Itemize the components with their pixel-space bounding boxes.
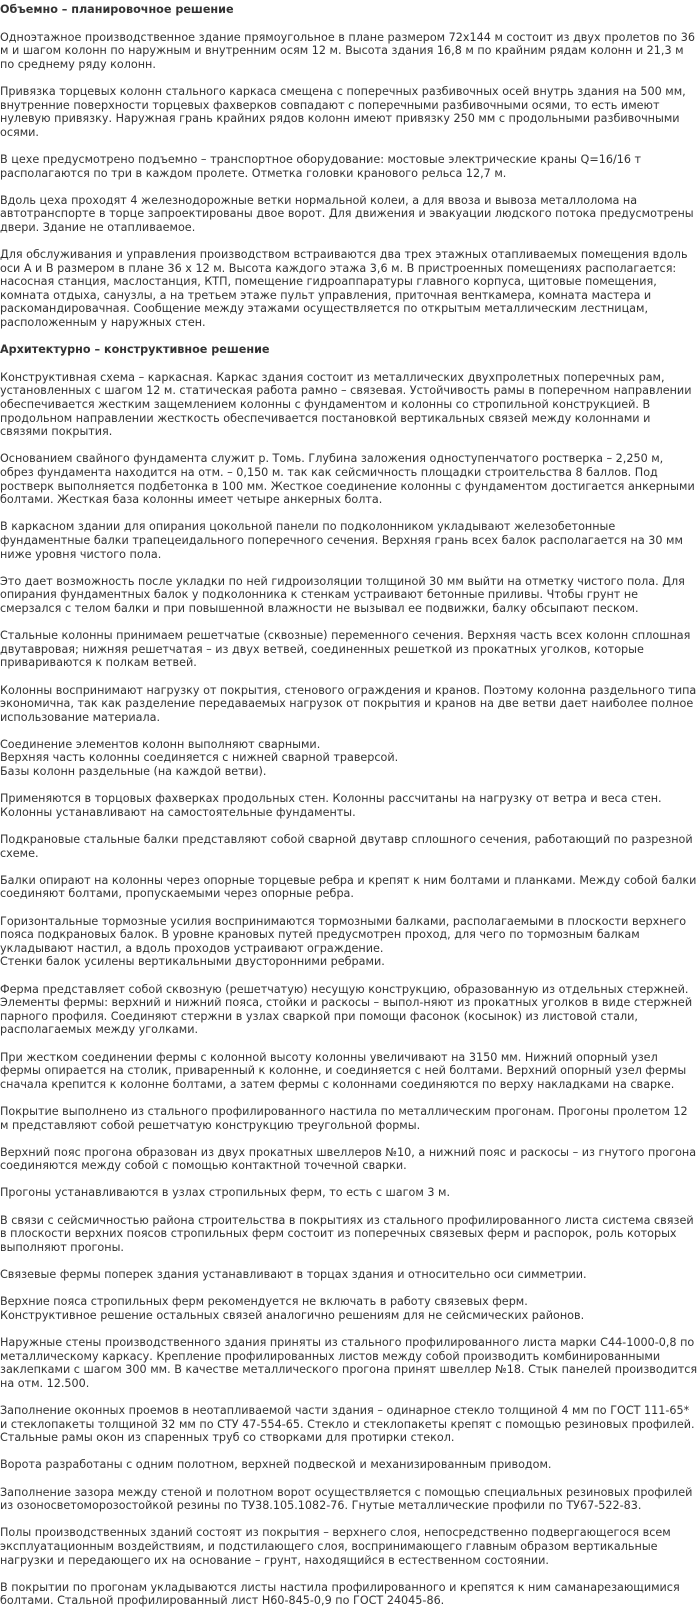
paragraph: Связевые фермы поперек здания устанавливают в торцах здания и относительно оси симметрии. — [0, 1268, 587, 1282]
paragraph: Для обслуживания и управления производством встраиваются два трех этажных отапливаемых помещения вдоль оси А и В размером в плане 36 х 12 м. Высота каждого этажа 3,6 м. В пристроенных помещениях располагается: насосная станция, маслостанция, КТП, помещение гидроаппаратуры главного корпуса, щитовые помещения, комната отдыха, санузлы, а на третьем этаже пульт управления, приточная венткамера, комната мастера и раскомандировачная. Сообщение между этажами осуществляется по открытым металлическим лестницам, расположенным у наружных стен. — [0, 248, 688, 330]
paragraph: Привязка торцевых колонн стального каркаса смещена с поперечных разбивочных осей внутрь здания на 500 мм, внутренние поверхности торцевых фахверков совпадают с поперечными разбивочными осями, то есть имеют нулевую привязку. Наружная грань крайних рядов колонн имеют привязку 250 мм с продольными разбивочными осями. — [0, 84, 686, 139]
paragraph: Колонны воспринимают нагрузку от покрытия, стенового ограждения и кранов. Поэтому колонна раздельного типа экономична, так как разделение передаваемых нагрузок от покрытия и кранов на две ветви дает наиболее полное использование материала. — [0, 683, 697, 724]
paragraph: Верхние пояса стропильных ферм рекомендуется не включать в работу связевых ферм. Конструктивное решение остальных связей аналогично решениям для не сейсмических районов. — [0, 1295, 585, 1322]
paragraph: Стальные колонны принимаем решетчатые (сквозные) переменного сечения. Верхняя часть всех колонн сплошная двутавровая; нижняя решетчатая – из двух ветвей, соединенных решеткой из прокатных уголков, которые привариваются к полкам ветвей. — [0, 629, 691, 670]
section-heading-structural: Архитектурно – конструктивное решение — [0, 343, 270, 357]
paragraph: Конструктивная схема – каркасная. Каркас здания состоит из металлических двухпролетных поперечных рам, установленных с шагом 12 м. статическая работа рамно – связевая. Устойчивость рамы в поперечном направлении обеспечивается жестким защемлением колонны с фундаментом и колонны со стропильной конструкцией. В продольном направлении жесткость обеспечивается постановкой вертикальных связей между колоннами и связями покрытия. — [0, 370, 692, 439]
section-body-structural — [0, 371, 698, 1608]
paragraph: Заполнение оконных проемов в неотапливаемой части здания – одинарное стекло толщиной 4 мм по ГОСТ 111-65* и стеклопакеты толщиной 32 мм по СТУ 47-554-65. Стекло и стеклопакеты крепят с помощью резиновых профилей. Стальные рамы окон из спаренных труб со створками для протирки стекол. — [0, 1403, 695, 1445]
paragraph: При жестком соединении фермы с колонной высоту колонны увеличивают на 3150 мм. Нижний опорный узел фермы опирается на столик, приваренный к колонне, и соединяется с ней болтами. Верхний опорный узел фермы сначала крепится к колонне болтами, а затем фермы с колоннами соединяются по верху накладками на сварке. — [0, 1050, 687, 1091]
paragraph: Вдоль цеха проходят 4 железнодорожные ветки нормальной колеи, а для ввоза и вывоза металлолома на автотранспорте в торце запроектированы двое ворот. Для движения и эвакуации людского потока предусмотрены двери. Здание не отапливаемое. — [0, 193, 694, 234]
paragraph: Горизонтальные тормозные усилия воспринимаются тормозными балками, располагаемыми в плоскости верхнего пояса подкрановых балок. В уровне крановых путей предусмотрен проход, для чего по тормозным балкам укладывают настил, а вдоль проходов устраивают ограждение. Стенки балок усилены вертикальными двусторонними ребрами. — [0, 914, 687, 969]
paragraph: Покрытие выполнено из стального профилированного настила по металлическим прогонам. Прогоны пролетом 12 м представляют собой решетчатую конструкцию треугольной формы. — [0, 1104, 688, 1132]
section-heading-planning: Объемно – планировочное решение — [0, 3, 234, 16]
paragraph: Одноэтажное производственное здание прямоугольное в плане размером 72х144 м состоит из двух пролетов по 36 м и шагом колонн по наружным и внутренним осям 12 м. Высота здания 16,8 м по крайним рядам колонн и 21,3 м по среднему ряду колонн. — [0, 30, 695, 71]
paragraph: Соединение элементов колонн выполняют сварными. Верхняя часть колонны соединяется с нижней сварной траверсой. Базы колонн раздельные (на каждой ветви). — [0, 737, 399, 779]
paragraph: Заполнение зазора между стеной и полотном ворот осуществляется с помощью специальных резиновых профилей из озоносветоморозостойкой резины по ТУ38.105.1082-76. Гнутые металлические профили по ТУ67-522-83. — [0, 1485, 693, 1513]
paragraph: Прогоны устанавливаются в узлах стропильных ферм, то есть с шагом 3 м. — [0, 1186, 451, 1200]
paragraph: Наружные стены производственного здания приняты из стального профилированного листа марки С44-1000-0,8 по металлическому каркасу. Крепление профилированных листов между собой производить комбинированными заклепками с шагом 300 мм. В качестве металлического прогона принят швеллер №18. Стык панелей производится на отм. 12.500. — [0, 1336, 698, 1390]
paragraph: Ферма представляет собой сквозную (решетчатую) несущую конструкцию, образованную из отдельных стержней. Элементы фермы: верхний и нижний пояса, стойки и раскосы – выпол-няют из прокатных уголков в виде стержней парного профиля. Соединяют стержни в узлах сваркой при помощи фасонок (косынок) из листовой стали, располагаемых между уголками. — [0, 982, 693, 1037]
paragraph: В связи с сейсмичностью района строительства в покрытиях из стального профилированного листа система связей в плоскости верхних поясов стропильных ферм состоит из поперечных связевых ферм и распорок, роль которых выполняют прогоны. — [0, 1213, 694, 1254]
paragraph: Верхний пояс прогона образован из двух прокатных швеллеров №10, а нижний пояс и раскосы – из гнутого прогона соединяются между собой с помощью контактной точечной сварки. — [0, 1145, 697, 1173]
paragraph: Применяются в торцовых фахверках продольных стен. Колонны рассчитаны на нагрузку от ветра и веса стен. Колонны устанавливают на самостоятельные фундаменты. — [0, 792, 662, 819]
paragraph: Полы производственных зданий состоят из покрытия – верхнего слоя, непосредственно подвергающегося всем эксплуатационным воздействиям, и подстилающего слоя, воспринимающего главным образом вертикальные нагрузки и передающего их на основание – грунт, находящийся в естественном состоянии. — [0, 1526, 671, 1567]
paragraph: Это дает возможность после укладки по ней гидроизоляции толщиной 30 мм выйти на отметку чистого пола. Для опирания фундаментных балок у подколонника к стенкам устраивают бетонные приливы. Чтобы грунт не смерзался с телом балки и при повышенной влажности не вызывал ее подвижки, балку обсыпают песком. — [0, 574, 685, 615]
paragraph: Подкрановые стальные балки представляют собой сварной двутавр сплошного сечения, работающий по разрезной схеме. — [0, 833, 693, 860]
paragraph: В цехе предусмотрено подъемно – транспортное оборудование: мостовые электрические краны Q=16/16 т располагаются по три в каждом пролете. Отметка головки кранового рельса 12,7 м. — [0, 152, 642, 180]
paragraph: Ворота разработаны с одним полотном, верхней подвеской и механизированным приводом. — [0, 1458, 552, 1472]
paragraph: Балки опирают на колонны через опорные торцевые ребра и крепят к ним болтами и планками. Между собой балки соединяют болтами, пропускаемыми через опорные ребра. — [0, 873, 697, 901]
paragraph: Основанием свайного фундамента служит р. Томь. Глубина заложения одноступенчатого ростверка – 2,250 м, обрез фундамента находится на отм. – 0,150 м. так как сейсмичность площадки строительства 8 баллов. Под ростверк выполняется подбетонка в 100 мм. Жесткое соединение колонны с фундаментом достигается анкерными болтами. Жесткая база колонны имеет четыре анкерных болта. — [0, 452, 695, 507]
paragraph: В покрытии по прогонам укладываются листы настила профилированного и крепятся к ним саманарезающимися болтами. Стальной профилированный лист Н60-845-0,9 по ГОСТ 24045-86. — [0, 1580, 680, 1608]
section-body-planning — [0, 31, 698, 330]
paragraph: В каркасном здании для опирания цокольной панели по подколонником укладывают железобетонные фундаментные балки трапецеидального поперечного сечения. Верхняя грань всех балок располагается на 30 мм ниже уровня чистого пола. — [0, 520, 683, 561]
